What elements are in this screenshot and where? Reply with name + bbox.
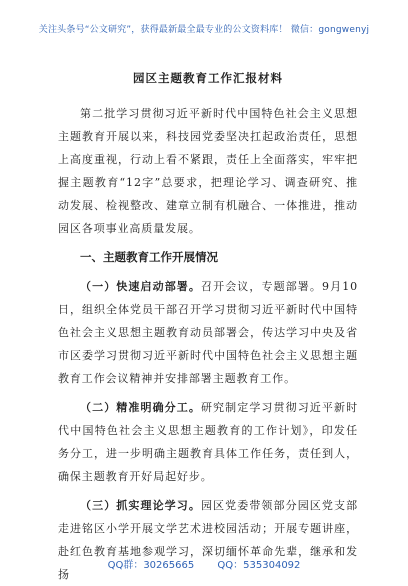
footer-qq-group: QQ群：30265665	[107, 560, 195, 571]
intro-paragraph: 第二批学习贯彻习近平新时代中国特色社会主义思想主题教育开展以来，科技园党委坚决扛起政治责任，思想上高度重视，行动上看不紧跟，责任上全面落实，牢牢把握主题教育“12字”总要求，把理论学习、调查研究、推动发展、检视整改、建章立制有机融合、一体推进，推动园区各项事业高质量发展。	[58, 107, 358, 235]
item-paragraph-1	[58, 275, 358, 390]
item-text-1: 召开会议，专题部署。9月10日，组织全体党员干部召开学习贯彻习近平新时代中国特色社会主义思想主题教育动员部署会，传达学习中央及省市区委学习贯彻习近平新时代中国特色社会主义思想主题教育工作会议精神并安排部署主题教育工作。	[58, 280, 358, 385]
footer-contact	[0, 556, 408, 571]
item-lead-2: （二）精准明确分工。	[80, 401, 201, 414]
item-lead-3: （三）抓实理论学习。	[80, 499, 201, 512]
section-heading: 一、主题教育工作开展情况	[80, 250, 218, 264]
item-lead-1: （一）快速启动部署。	[80, 280, 201, 293]
document-title: 园区主题教育工作汇报材料	[133, 71, 283, 85]
footer-qq: QQ：535304092	[217, 560, 301, 571]
header-notice: 关注头条号“公文研究”，获得最新最全最专业的公文资料库！ 微信：gongwenyj	[38, 25, 370, 35]
document-body	[58, 60, 358, 586]
item-text-2: 研究制定学习贯彻习近平新时代中国特色社会主义思想主题教育的工作计划》，印发任务分工，进一步明确主题教育具体工作任务，责任到人，确保主题教育开好局起好步。	[58, 401, 358, 483]
item-paragraph-3	[58, 494, 358, 586]
item-paragraph-2	[58, 396, 358, 488]
item-text-3: 园区党委带领部分园区党支部走进铭区小学开展文学艺术进校园活动；开展专题讲座，赴红色教育基地参观学习，深切缅怀革命先辈，继承和发扬	[58, 499, 358, 581]
